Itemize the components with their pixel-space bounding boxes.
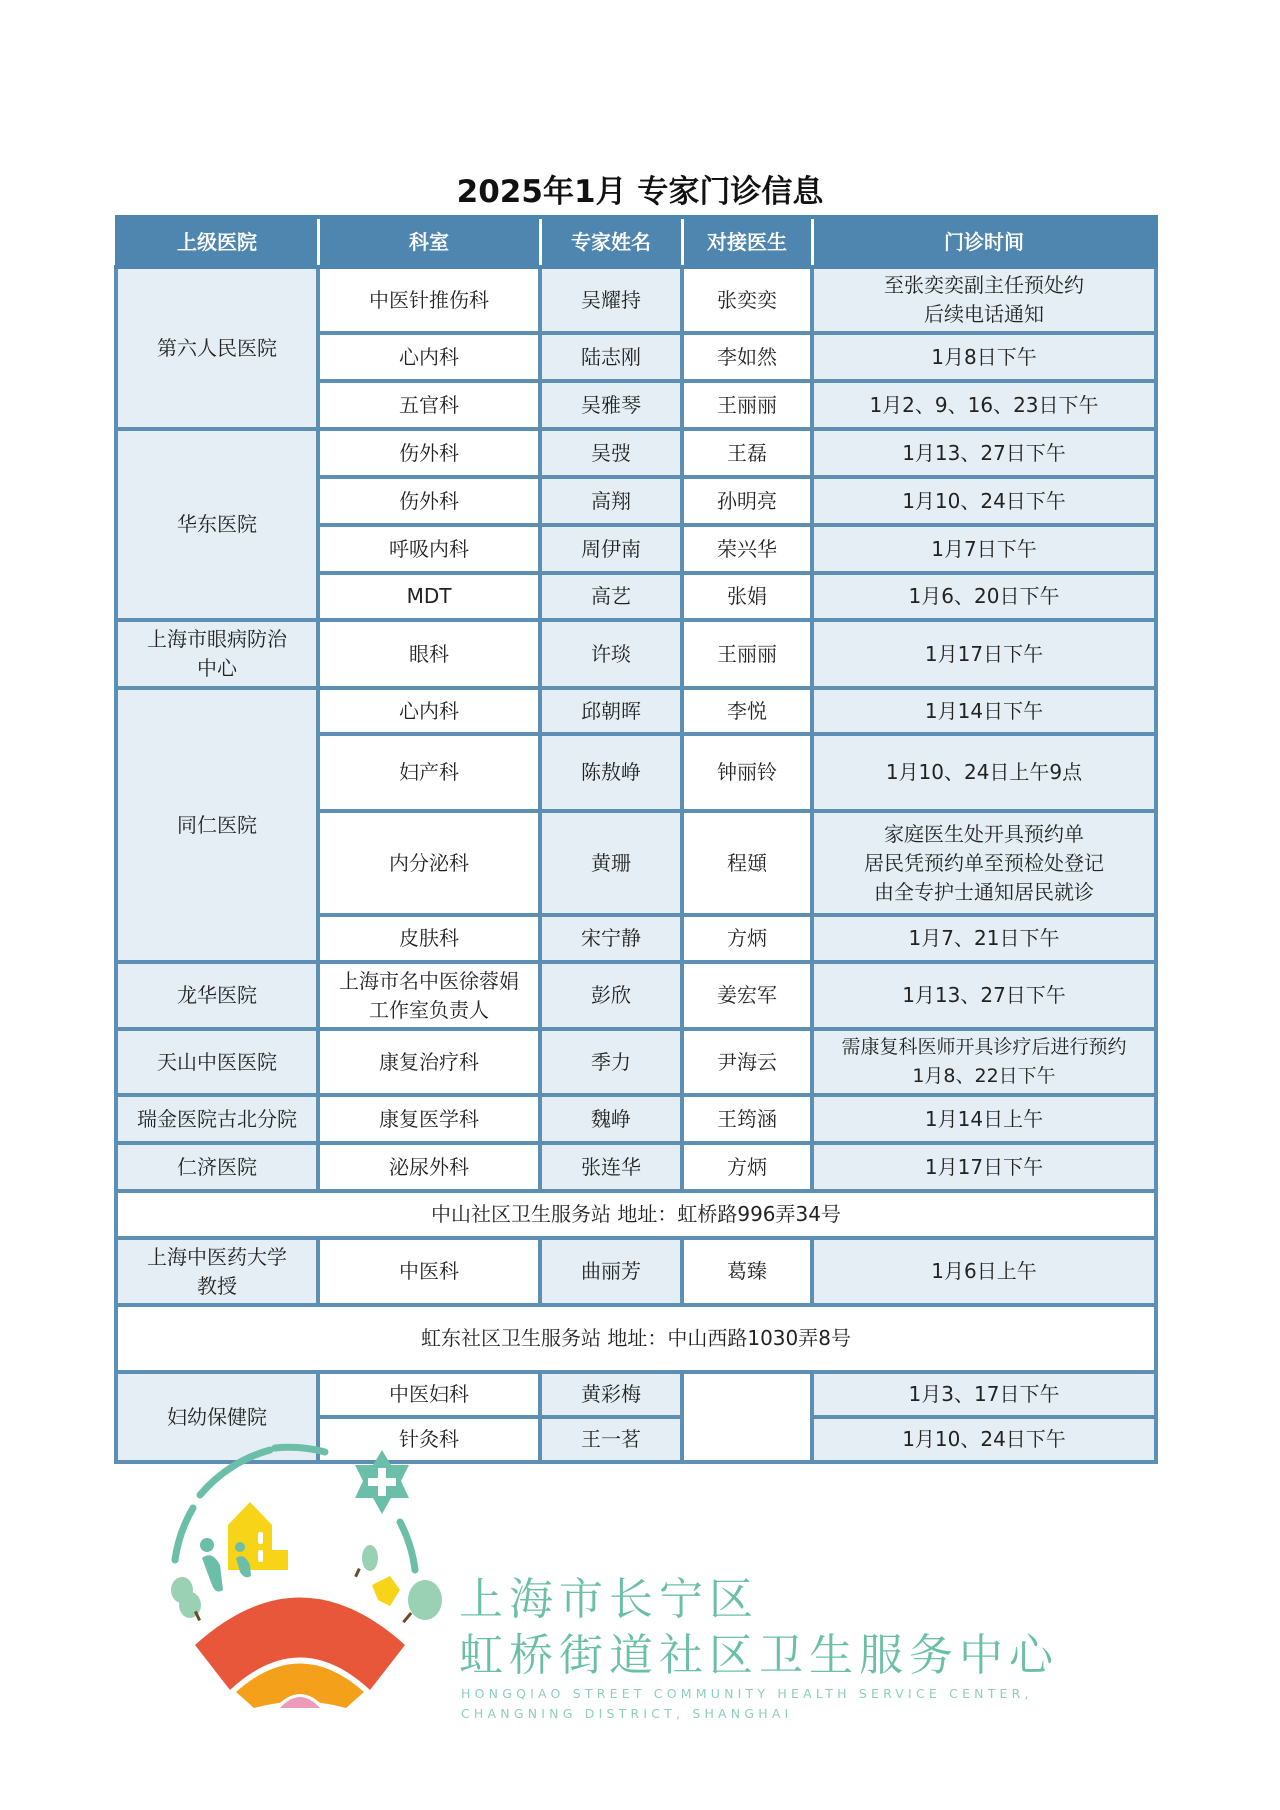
hospital-line: 教授 (197, 1273, 237, 1298)
header-department: 科室 (318, 217, 540, 267)
department-cell (318, 962, 540, 1029)
time-cell: 1月13、27日下午 (812, 962, 1156, 1029)
hospital-cell: 妇幼保健院 (116, 1372, 318, 1462)
time-line: 家庭医生处开具预约单 (884, 821, 1084, 846)
table-row (116, 1238, 1156, 1305)
hospital-cell: 第六人民医院 (116, 267, 318, 429)
hospital-cell (116, 620, 318, 688)
table-row-banner (116, 1305, 1156, 1372)
doctor-cell: 葛臻 (682, 1238, 812, 1305)
table-row (116, 1029, 1156, 1095)
logo-emblem-icon (150, 1440, 450, 1730)
time-line: 1月8、22日下午 (912, 1065, 1056, 1087)
department-cell: 皮肤科 (318, 915, 540, 962)
department-cell: 中医科 (318, 1238, 540, 1305)
time-cell (812, 267, 1156, 333)
department-line: 工作室负责人 (369, 997, 489, 1022)
doctor-cell: 王丽丽 (682, 620, 812, 688)
doctor-cell: 张奕奕 (682, 267, 812, 333)
time-cell: 1月8日下午 (812, 333, 1156, 381)
expert-cell: 陆志刚 (540, 333, 682, 381)
page-title: 2025年1月 专家门诊信息 (456, 174, 824, 210)
hospital-cell: 瑞金医院古北分院 (116, 1095, 318, 1143)
expert-cell: 黄珊 (540, 811, 682, 915)
hospital-line: 上海中医药大学 (147, 1244, 287, 1269)
doctor-cell (682, 1372, 812, 1462)
time-cell: 1月10、24日下午 (812, 477, 1156, 525)
department-cell: 针灸科 (318, 1417, 540, 1462)
expert-cell: 高翔 (540, 477, 682, 525)
logo-center-name: 虹桥街道社区卫生服务中心 (459, 1630, 1059, 1681)
expert-cell: 黄彩梅 (540, 1372, 682, 1417)
time-line: 由全专护士通知居民就诊 (874, 879, 1094, 904)
time-cell: 1月7、21日下午 (812, 915, 1156, 962)
time-line: 需康复科医师开具诊疗后进行预约 (841, 1036, 1127, 1058)
table-row (116, 620, 1156, 688)
time-cell: 1月14日下午 (812, 688, 1156, 734)
department-cell: 眼科 (318, 620, 540, 688)
hospital-cell: 天山中医医院 (116, 1029, 318, 1095)
expert-cell: 曲丽芳 (540, 1238, 682, 1305)
doctor-cell: 孙明亮 (682, 477, 812, 525)
expert-cell: 许琰 (540, 620, 682, 688)
time-cell: 1月7日下午 (812, 525, 1156, 573)
doctor-cell: 李如然 (682, 333, 812, 381)
department-cell: MDT (318, 573, 540, 620)
logo-district-name: 上海市长宁区 (459, 1574, 759, 1625)
doctor-cell: 程頲 (682, 811, 812, 915)
department-cell: 五官科 (318, 381, 540, 429)
doctor-cell: 王筠涵 (682, 1095, 812, 1143)
header-expert: 专家姓名 (540, 217, 682, 267)
department-cell: 中医针推伤科 (318, 267, 540, 333)
doctor-cell: 张娟 (682, 573, 812, 620)
department-cell: 心内科 (318, 333, 540, 381)
time-line: 居民凭预约单至预检处登记 (864, 850, 1104, 875)
table-row (116, 962, 1156, 1029)
department-cell: 康复医学科 (318, 1095, 540, 1143)
department-cell: 心内科 (318, 688, 540, 734)
time-cell: 1月13、27日下午 (812, 429, 1156, 477)
hospital-cell: 仁济医院 (116, 1143, 318, 1191)
time-cell: 1月6日上午 (812, 1238, 1156, 1305)
table-row (116, 429, 1156, 477)
header-hospital: 上级医院 (116, 217, 318, 267)
hospital-cell: 同仁医院 (116, 688, 318, 962)
department-cell: 内分泌科 (318, 811, 540, 915)
doctor-cell: 荣兴华 (682, 525, 812, 573)
expert-cell: 王一茗 (540, 1417, 682, 1462)
table-row (116, 1143, 1156, 1191)
table-row (116, 1095, 1156, 1143)
time-cell: 1月6、20日下午 (812, 573, 1156, 620)
hospital-line: 中心 (197, 656, 237, 680)
expert-cell: 吴弢 (540, 429, 682, 477)
time-cell: 1月2、9、16、23日下午 (812, 381, 1156, 429)
doctor-cell: 方炳 (682, 915, 812, 962)
logo-english-line1: HONGQIAO STREET COMMUNITY HEALTH SERVICE CENTER, (461, 1686, 1033, 1701)
time-line: 至张奕奕副主任预处约 (884, 273, 1084, 297)
doctor-cell: 王磊 (682, 429, 812, 477)
department-cell: 伤外科 (318, 477, 540, 525)
expert-cell: 吴耀持 (540, 267, 682, 333)
hospital-line: 上海市眼病防治 (147, 627, 287, 651)
time-cell: 1月10、24日下午 (812, 1417, 1156, 1462)
expert-cell: 吴雅琴 (540, 381, 682, 429)
department-cell: 伤外科 (318, 429, 540, 477)
expert-cell: 季力 (540, 1029, 682, 1095)
department-cell: 呼吸内科 (318, 525, 540, 573)
time-line: 后续电话通知 (924, 302, 1044, 326)
expert-cell: 陈敖峥 (540, 734, 682, 811)
time-cell: 1月14日上午 (812, 1095, 1156, 1143)
table-row (116, 1372, 1156, 1417)
expert-cell: 邱朝晖 (540, 688, 682, 734)
medical-cross-icon (355, 1450, 409, 1514)
station-banner-zhongshan: 中山社区卫生服务站 地址：虹桥路996弄34号 (116, 1191, 1156, 1238)
department-line: 上海市名中医徐蓉娟 (339, 968, 519, 993)
expert-cell: 张连华 (540, 1143, 682, 1191)
expert-cell: 高艺 (540, 573, 682, 620)
time-cell: 1月10、24日上午9点 (812, 734, 1156, 811)
header-liaison-doctor: 对接医生 (682, 217, 812, 267)
doctor-cell: 尹海云 (682, 1029, 812, 1095)
doctor-cell: 王丽丽 (682, 381, 812, 429)
doctor-cell: 姜宏军 (682, 962, 812, 1029)
table-row-banner (116, 1191, 1156, 1238)
health-center-logo (150, 1440, 450, 1730)
hospital-cell (116, 1238, 318, 1305)
time-cell: 1月3、17日下午 (812, 1372, 1156, 1417)
station-banner-hongdong: 虹东社区卫生服务站 地址：中山西路1030弄8号 (116, 1305, 1156, 1372)
clinic-schedule-table (114, 215, 1154, 1464)
expert-cell: 魏峥 (540, 1095, 682, 1143)
time-cell (812, 1029, 1156, 1095)
hospital-cell: 龙华医院 (116, 962, 318, 1029)
expert-cell: 宋宁静 (540, 915, 682, 962)
department-cell: 妇产科 (318, 734, 540, 811)
expert-cell: 彭欣 (540, 962, 682, 1029)
table-header-row (116, 217, 1156, 267)
doctor-cell: 钟丽铃 (682, 734, 812, 811)
time-cell (812, 811, 1156, 915)
time-cell: 1月17日下午 (812, 1143, 1156, 1191)
time-cell: 1月17日下午 (812, 620, 1156, 688)
table-row (116, 267, 1156, 333)
header-clinic-time: 门诊时间 (812, 217, 1156, 267)
logo-english-line2: CHANGNING DISTRICT, SHANGHAI (461, 1706, 793, 1721)
department-cell: 康复治疗科 (318, 1029, 540, 1095)
doctor-cell: 方炳 (682, 1143, 812, 1191)
doctor-cell: 李悦 (682, 688, 812, 734)
expert-cell: 周伊南 (540, 525, 682, 573)
table-row (116, 688, 1156, 734)
hospital-cell: 华东医院 (116, 429, 318, 620)
department-cell: 中医妇科 (318, 1372, 540, 1417)
department-cell: 泌尿外科 (318, 1143, 540, 1191)
